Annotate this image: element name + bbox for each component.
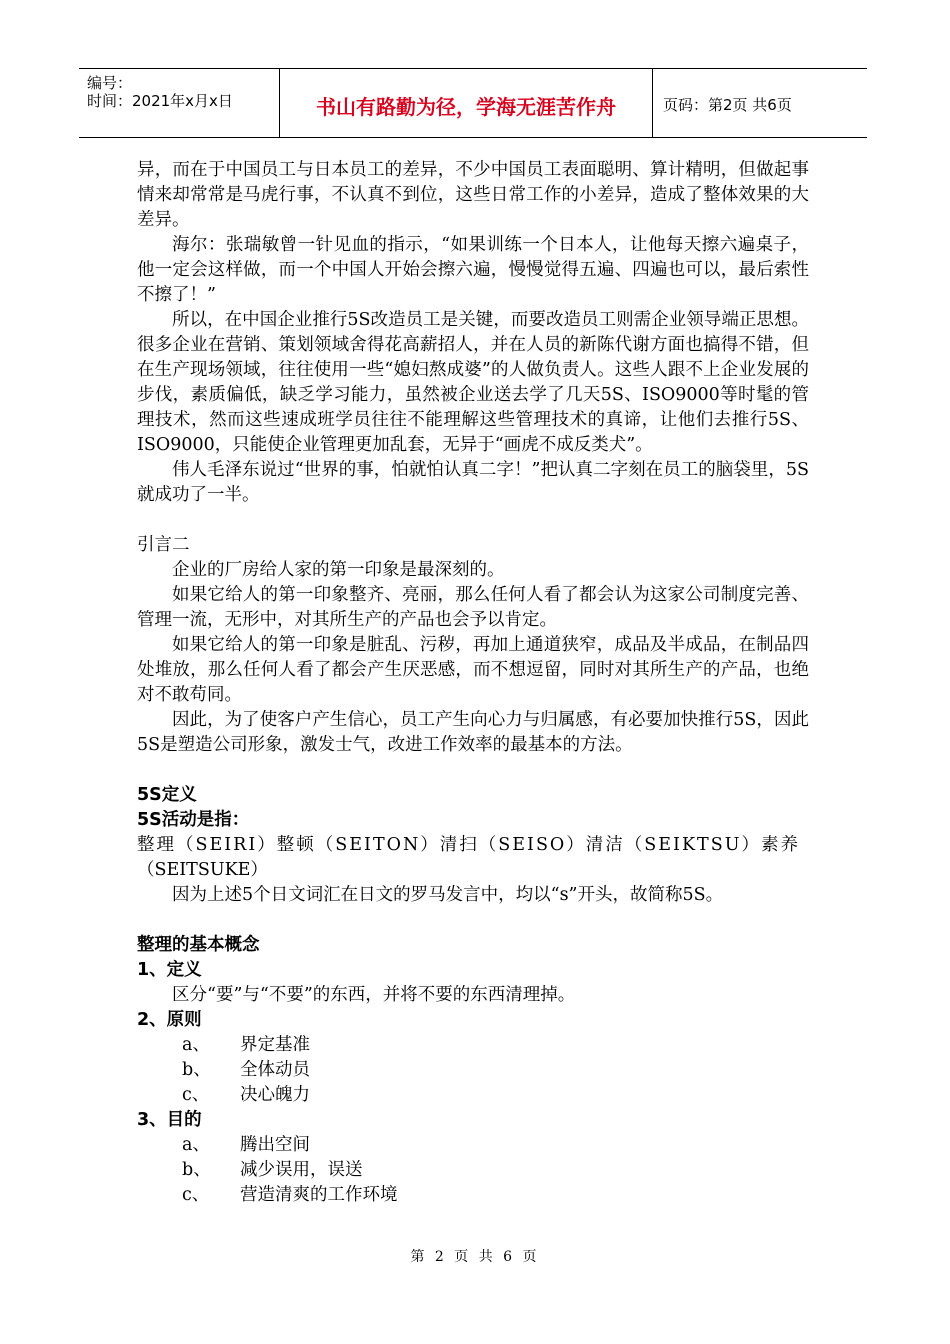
section-heading-seiri: 整理的基本概念: [137, 935, 260, 955]
page-header: [79, 68, 867, 138]
paragraph: 企业的厂房给人家的第一印象是最深刻的。: [172, 560, 505, 580]
document-number-label: 编号：: [87, 74, 133, 92]
list-item: [137, 1183, 809, 1208]
list-marker: b、: [182, 1160, 211, 1180]
list-item-text: 界定基准: [240, 1035, 310, 1055]
header-page-number: 页码：第2页 共6页: [663, 96, 792, 114]
list-item-text: 腾出空间: [240, 1135, 310, 1155]
paragraph: 异，而在于中国员工与日本员工的差异，不少中国员工表面聪明、算计精明，但做起事情来却常常是马虎行事，不认真不到位，这些日常工作的小差异，造成了整体效果的大差异。: [137, 160, 809, 230]
list-item: [137, 1033, 809, 1058]
subheading-principles: 2、原则: [137, 1010, 202, 1030]
list-item: [137, 1158, 809, 1183]
page-footer: 第 2 页 共 6 页: [410, 1249, 540, 1265]
list-item: [137, 1083, 809, 1108]
section-heading-intro2: 引言二: [137, 535, 190, 555]
subheading-purposes: 3、目的: [137, 1110, 202, 1130]
paragraph: 因为上述5个日文词汇在日文的罗马发言中，均以“s”开头，故简称5S。: [172, 885, 724, 905]
list-marker: a、: [182, 1135, 210, 1155]
header-motto: 书山有路勤为径，学海无涯苦作舟: [316, 95, 616, 119]
header-page-cell: [653, 69, 867, 137]
5s-terms-line: 整理（SEIRI）整顿（SEITON）清扫（SEISO）清洁（SEIKTSU）素养: [137, 835, 800, 855]
paragraph: 因此，为了使客户产生信心，员工产生向心力与归属感，有必要加快推行5S，因此5S是塑造公司形象，激发士气，改进工作效率的最基本的方法。: [137, 710, 809, 755]
list-item-text: 营造清爽的工作环境: [240, 1185, 398, 1205]
document-body: [137, 158, 809, 1208]
list-item-text: 减少误用，误送: [240, 1160, 363, 1180]
paragraph: 如果它给人的第一印象整齐、亮丽，那么任何人看了都会认为这家公司制度完善、管理一流，无形中，对其所生产的产品也会予以肯定。: [137, 585, 809, 630]
list-marker: a、: [182, 1035, 210, 1055]
list-marker: c、: [182, 1185, 210, 1205]
paragraph: 伟人毛泽东说过“世界的事，怕就怕认真二字！”把认真二字刻在员工的脑袋里，5S就成功了一半。: [137, 460, 809, 505]
list-item: [137, 1133, 809, 1158]
list-marker: c、: [182, 1085, 210, 1105]
paragraph: 海尔：张瑞敏曾一针见血的指示，“如果训练一个日本人，让他每天擦六遍桌子，他一定会这样做，而一个中国人开始会擦六遍，慢慢觉得五遍、四遍也可以，最后索性不擦了！”: [137, 235, 809, 305]
subheading-definition: 1、定义: [137, 960, 202, 980]
paragraph: 如果它给人的第一印象是脏乱、污秽，再加上通道狭窄，成品及半成品，在制品四处堆放，那么任何人看了都会产生厌恶感，而不想逗留，同时对其所生产的产品，也绝对不敢苟同。: [137, 635, 809, 705]
paragraph: 区分“要”与“不要”的东西，并将不要的东西清理掉。: [172, 985, 576, 1005]
list-marker: b、: [182, 1060, 211, 1080]
5s-terms-line-continued: （SEITSUKE）: [137, 860, 268, 880]
document-date-label: 时间：2021年x月x日: [87, 92, 233, 110]
list-item-text: 决心魄力: [240, 1085, 310, 1105]
header-motto-cell: [280, 69, 653, 137]
list-item-text: 全体动员: [240, 1060, 310, 1080]
paragraph: 所以，在中国企业推行5S改造员工是关键，而要改造员工则需企业领导端正思想。很多企业在营销、策划领域舍得花高薪招人，并在人员的新陈代谢方面也搞得不错，但在生产现场领域，往往使用一些“媳妇熬成婆”的人做负责人。这些人跟不上企业发展的步伐，素质偏低，缺乏学习能力，虽然被企业送去学了几天5S、ISO9000等时髦的管理技术，然而这些速成班学员往往不能理解这些管理技术的真谛，让他们去推行5S、ISO9000，只能使企业管理更加乱套，无异于“画虎不成反类犬”。: [137, 310, 809, 455]
list-item: [137, 1058, 809, 1083]
subheading-5s-activities: 5S活动是指：: [137, 810, 250, 830]
section-heading-5s-definition: 5S定义: [137, 785, 197, 805]
header-meta-cell: [79, 69, 280, 137]
